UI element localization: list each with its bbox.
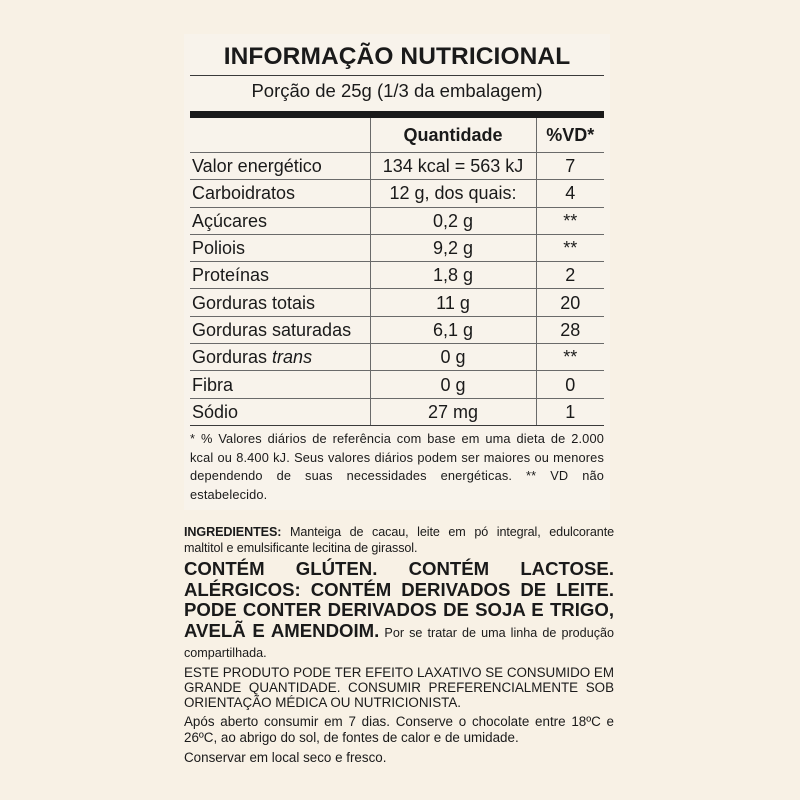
nutrition-table bbox=[190, 118, 604, 426]
nutrient-name: Sódio bbox=[190, 398, 370, 425]
nutrient-quantity: 12 g, dos quais: bbox=[370, 180, 536, 207]
table-header-row bbox=[190, 118, 604, 153]
nutrient-quantity: 11 g bbox=[370, 289, 536, 316]
table-row bbox=[190, 289, 604, 316]
allergen-warning bbox=[184, 559, 614, 662]
table-row bbox=[190, 344, 604, 371]
nutrient-quantity: 0 g bbox=[370, 371, 536, 398]
nutrient-dv: 7 bbox=[536, 153, 604, 180]
storage-instructions: Após aberto consumir em 7 dias. Conserve o chocolate entre 18ºC e 26ºC, ao abrigo do sol, de fontes de calor e de umidade. bbox=[184, 713, 614, 745]
header-dv: %VD* bbox=[536, 118, 604, 153]
nutrient-dv: 0 bbox=[536, 371, 604, 398]
table-row bbox=[190, 180, 604, 207]
thick-divider bbox=[190, 111, 604, 118]
title-divider bbox=[190, 75, 604, 76]
table-row bbox=[190, 371, 604, 398]
ingredients-paragraph bbox=[184, 524, 614, 556]
nutrient-quantity: 0,2 g bbox=[370, 207, 536, 234]
nutrition-footnote: * % Valores diários de referência com base em uma dieta de 2.000 kcal ou 8.400 kJ. Seus valores diários podem ser maiores ou menores dependendo de suas necessidades energéticas. ** VD não estabelecido. bbox=[190, 431, 604, 502]
ingredients-label: INGREDIENTES: bbox=[184, 525, 282, 539]
laxative-warning: ESTE PRODUTO PODE TER EFEITO LAXATIVO SE CONSUMIDO EM GRANDE QUANTIDADE. CONSUMIR PREFERENCIALMENTE SOB ORIENTAÇÃO MÉDICA OU NUTRICIONISTA. bbox=[184, 664, 614, 710]
header-quantity: Quantidade bbox=[370, 118, 536, 153]
allergen-note: Por se tratar de uma linha de produção compartilhada. bbox=[184, 625, 614, 660]
table-row bbox=[190, 316, 604, 343]
header-nutrient bbox=[190, 118, 370, 153]
nutrient-name: Fibra bbox=[190, 371, 370, 398]
nutrient-name: Gorduras saturadas bbox=[190, 316, 370, 343]
nutrient-quantity: 1,8 g bbox=[370, 262, 536, 289]
nutrition-title: INFORMAÇÃO NUTRICIONAL bbox=[223, 43, 571, 70]
nutrient-name: Valor energético bbox=[190, 153, 370, 180]
nutrient-name: Poliois bbox=[190, 234, 370, 261]
nutrient-name-italic: trans bbox=[272, 347, 313, 368]
table-row bbox=[190, 398, 604, 425]
nutrient-quantity: 0 g bbox=[370, 344, 536, 371]
nutrient-quantity: 6,1 g bbox=[370, 316, 536, 343]
nutrient-name: Gorduras totais bbox=[190, 289, 370, 316]
table-row bbox=[190, 153, 604, 180]
nutrient-quantity: 134 kcal = 563 kJ bbox=[370, 153, 536, 180]
nutrient-dv: 4 bbox=[536, 180, 604, 207]
portion-size: Porção de 25g (1/3 da embalagem) bbox=[251, 80, 543, 101]
nutrient-dv: 2 bbox=[536, 262, 604, 289]
nutrient-dv: 1 bbox=[536, 398, 604, 425]
nutrient-dv: ** bbox=[536, 234, 604, 261]
nutrient-quantity: 9,2 g bbox=[370, 234, 536, 261]
ingredients-text: Manteiga de cacau, leite em pó integral, edulcorante maltitol e emulsificante lecitina de girassol. bbox=[184, 525, 614, 555]
table-row bbox=[190, 234, 604, 261]
allergen-bold-text: CONTÉM GLÚTEN. CONTÉM LACTOSE. ALÉRGICOS: CONTÉM DERIVADOS DE LEITE. PODE CONTER DERIVADOS DE SOJA E TRIGO, AVELÃ E AMENDOIM. bbox=[184, 558, 614, 641]
ingredients-section bbox=[184, 524, 614, 766]
nutrient-quantity: 27 mg bbox=[370, 398, 536, 425]
table-row bbox=[190, 207, 604, 234]
table-row bbox=[190, 262, 604, 289]
nutrient-name: Proteínas bbox=[190, 262, 370, 289]
nutrient-dv: 28 bbox=[536, 316, 604, 343]
nutrient-name: Carboidratos bbox=[190, 180, 370, 207]
nutrient-dv: 20 bbox=[536, 289, 604, 316]
nutrient-name: Açúcares bbox=[190, 207, 370, 234]
nutrient-dv: ** bbox=[536, 344, 604, 371]
nutrient-dv: ** bbox=[536, 207, 604, 234]
dry-storage-note: Conservar em local seco e fresco. bbox=[184, 749, 387, 765]
nutrient-name bbox=[190, 344, 370, 371]
nutrient-name-prefix: Gorduras bbox=[192, 347, 273, 368]
